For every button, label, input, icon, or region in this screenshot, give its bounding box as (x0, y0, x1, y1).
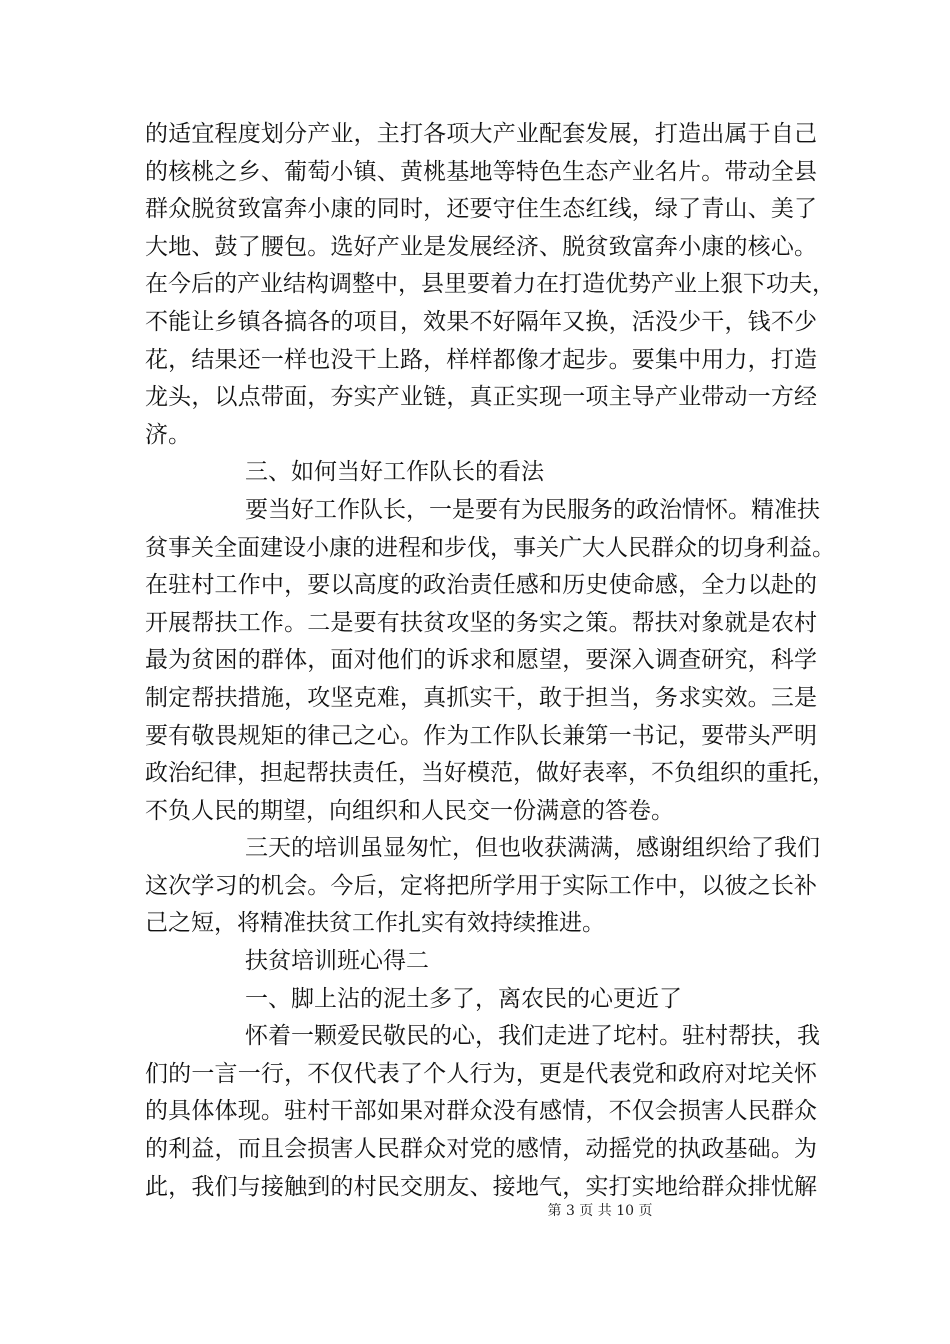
text-line: 济。 (145, 421, 191, 448)
text-line: 要有敬畏规矩的律己之心。作为工作队长兼第一书记，要带头严明 (145, 722, 817, 749)
text-line: 的适宜程度划分产业，主打各项大产业配套发展，打造出属于自己 (145, 121, 817, 147)
text-line: 的利益，而且会损害人民群众对党的感情，动摇党的执政基础。为 (145, 1136, 817, 1163)
text-line: 们的一言一行，不仅代表了个人行为，更是代表党和政府对坨关怀 (145, 1060, 817, 1087)
text-line: 花，结果还一样也没干上路，样样都像才起步。要集中用力，打造 (145, 346, 817, 373)
page-footer: 第 3 页 共 10 页 (547, 1203, 653, 1219)
text-line: 群众脱贫致富奔小康的同时，还要守住生态红线，绿了青山、美了 (145, 196, 817, 223)
body-text (145, 116, 835, 1206)
text-line: 开展帮扶工作。二是要有扶贫攻坚的务实之策。帮扶对象就是农村 (145, 609, 817, 636)
text-line: 己之短，将精准扶贫工作扎实有效持续推进。 (145, 910, 605, 937)
text-line: 要当好工作队长，一是要有为民服务的政治情怀。精准扶 (245, 496, 820, 523)
text-line: 怀着一颗爱民敬民的心，我们走进了坨村。驻村帮扶，我 (245, 1023, 820, 1050)
section-heading: 三、如何当好工作队长的看法 (245, 459, 544, 486)
section-heading: 一、脚上沾的泥土多了，离农民的心更近了 (245, 985, 682, 1012)
text-line: 龙头，以点带面，夯实产业链，真正实现一项主导产业带动一方经 (145, 384, 817, 411)
text-line: 不能让乡镇各搞各的项目，效果不好隔年又换，活没少干，钱不少 (145, 308, 817, 335)
text-line: 在今后的产业结构调整中，县里要着力在打造优势产业上狠下功夫， (145, 271, 835, 298)
text-line: 的具体体现。驻村干部如果对群众没有感情，不仅会损害人民群众 (145, 1098, 817, 1125)
text-line: 不负人民的期望，向组织和人民交一份满意的答卷。 (145, 797, 674, 824)
section-heading: 扶贫培训班心得二 (245, 948, 429, 975)
text-line: 此，我们与接触到的村民交朋友、接地气，实打实地给群众排忧解 (145, 1173, 817, 1200)
text-line: 在驻村工作中，要以高度的政治责任感和历史使命感，全力以赴的 (145, 572, 817, 599)
text-line: 最为贫困的群体，面对他们的诉求和愿望，要深入调查研究，科学 (145, 647, 817, 674)
text-line: 大地、鼓了腰包。选好产业是发展经济、脱贫致富奔小康的核心。 (145, 233, 817, 260)
text-line: 政治纪律，担起帮扶责任，当好模范，做好表率，不负组织的重托， (145, 760, 835, 787)
text-line: 三天的培训虽显匆忙，但也收获满满，感谢组织给了我们 (245, 835, 820, 862)
text-line: 的核桃之乡、葡萄小镇、黄桃基地等特色生态产业名片。带动全县 (145, 158, 817, 185)
text-line: 制定帮扶措施，攻坚克难，真抓实干，敢于担当，务求实效。三是 (145, 684, 817, 711)
text-line: 这次学习的机会。今后，定将把所学用于实际工作中，以彼之长补 (145, 872, 817, 899)
text-line: 贫事关全面建设小康的进程和步伐，事关广大人民群众的切身利益。 (145, 534, 835, 561)
